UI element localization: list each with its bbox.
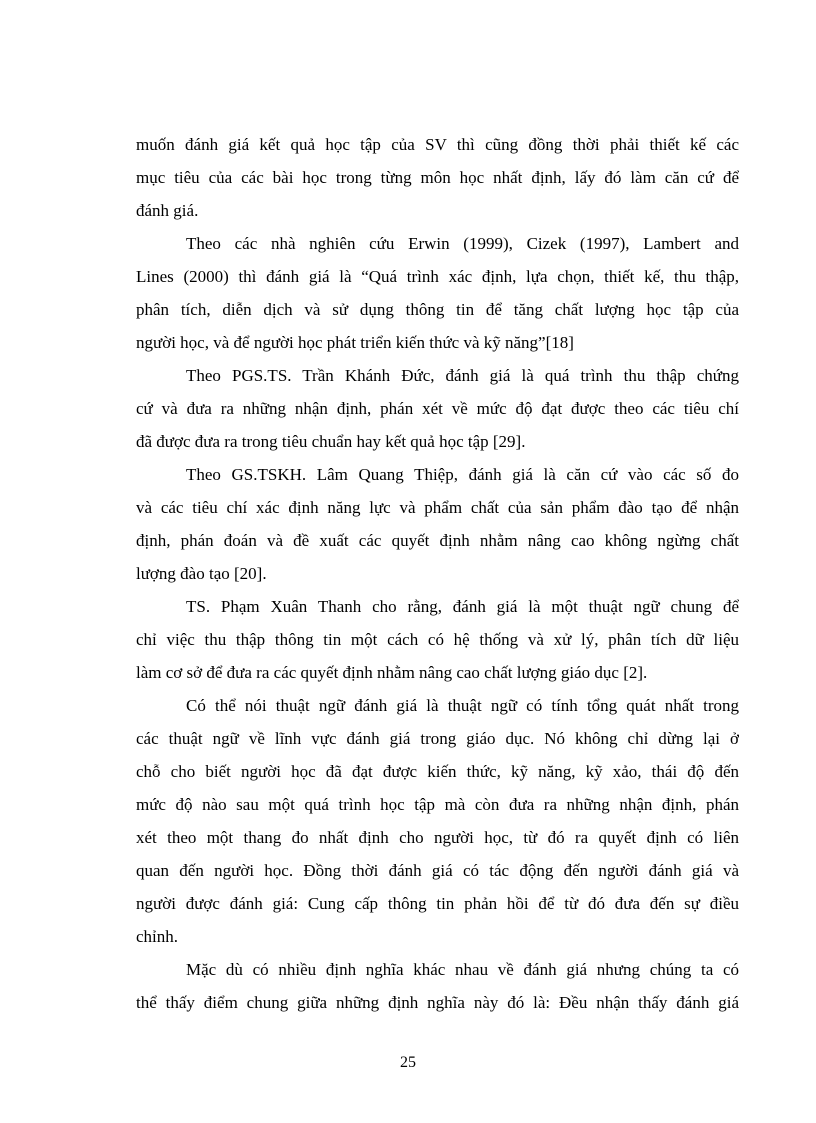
page-body (136, 128, 739, 1019)
page-number: 25 (400, 1054, 416, 1071)
text-line: phân tích, diễn dịch và sử dụng thông tin để tăng chất lượng học tập của (136, 300, 739, 319)
text-line: định, phán đoán và đề xuất các quyết định nhằm nâng cao không ngừng chất (136, 531, 739, 550)
text-line: làm cơ sở để đưa ra các quyết định nhằm nâng cao chất lượng giáo dục [2]. (136, 663, 648, 682)
text-line: Theo GS.TSKH. Lâm Quang Thiệp, đánh giá là căn cứ vào các số đo (186, 465, 739, 484)
text-line: Có thể nói thuật ngữ đánh giá là thuật ngữ có tính tổng quát nhất trong (186, 696, 739, 715)
text-line: chỉ việc thu thập thông tin một cách có hệ thống và xử lý, phân tích dữ liệu (136, 630, 739, 649)
text-line: mục tiêu của các bài học trong từng môn học nhất định, lấy đó làm căn cứ để (136, 168, 739, 187)
text-line: người được đánh giá: Cung cấp thông tin phản hồi để từ đó đưa đến sự điều (136, 894, 739, 913)
text-line: thể thấy điểm chung giữa những định nghĩa này đó là: Đều nhận thấy đánh giá (136, 993, 739, 1012)
text-line: chỉnh. (136, 927, 179, 946)
text-line: cứ và đưa ra những nhận định, phán xét về mức độ đạt được theo các tiêu chí (136, 399, 739, 418)
text-line: Theo các nhà nghiên cứu Erwin (1999), Cizek (1997), Lambert and (186, 234, 739, 253)
paragraph (136, 359, 739, 458)
text-line: người học, và để người học phát triển kiến thức và kỹ năng”[18] (136, 333, 574, 352)
text-line: muốn đánh giá kết quả học tập của SV thì cũng đồng thời phải thiết kế các (136, 135, 739, 154)
text-line: TS. Phạm Xuân Thanh cho rằng, đánh giá là một thuật ngữ chung để (186, 597, 739, 616)
text-line: và các tiêu chí xác định năng lực và phẩm chất của sản phẩm đào tạo để nhận (136, 498, 739, 517)
text-line: quan đến người học. Đồng thời đánh giá có tác động đến người đánh giá và (136, 861, 739, 880)
paragraph (136, 689, 739, 953)
text-line: Mặc dù có nhiều định nghĩa khác nhau về đánh giá nhưng chúng ta có (186, 960, 739, 979)
paragraph (136, 590, 739, 689)
text-line: mức độ nào sau một quá trình học tập mà còn đưa ra những nhận định, phán (136, 795, 739, 814)
text-line: chỗ cho biết người học đã đạt được kiến thức, kỹ năng, kỹ xảo, thái độ đến (136, 762, 739, 781)
paragraph (136, 953, 739, 1019)
paragraph (136, 227, 739, 359)
text-line: xét theo một thang đo nhất định cho người học, từ đó ra quyết định có liên (136, 828, 739, 847)
text-line: các thuật ngữ về lĩnh vực đánh giá trong giáo dục. Nó không chỉ dừng lại ở (136, 729, 739, 748)
text-line: Lines (2000) thì đánh giá là “Quá trình xác định, lựa chọn, thiết kế, thu thập, (136, 267, 739, 286)
text-line: đã được đưa ra trong tiêu chuẩn hay kết quả học tập [29]. (136, 432, 526, 451)
paragraph (136, 458, 739, 590)
text-line: Theo PGS.TS. Trần Khánh Đức, đánh giá là quá trình thu thập chứng (186, 366, 739, 385)
text-line: lượng đào tạo [20]. (136, 564, 267, 583)
text-line: đánh giá. (136, 201, 199, 220)
paragraph (136, 128, 739, 227)
